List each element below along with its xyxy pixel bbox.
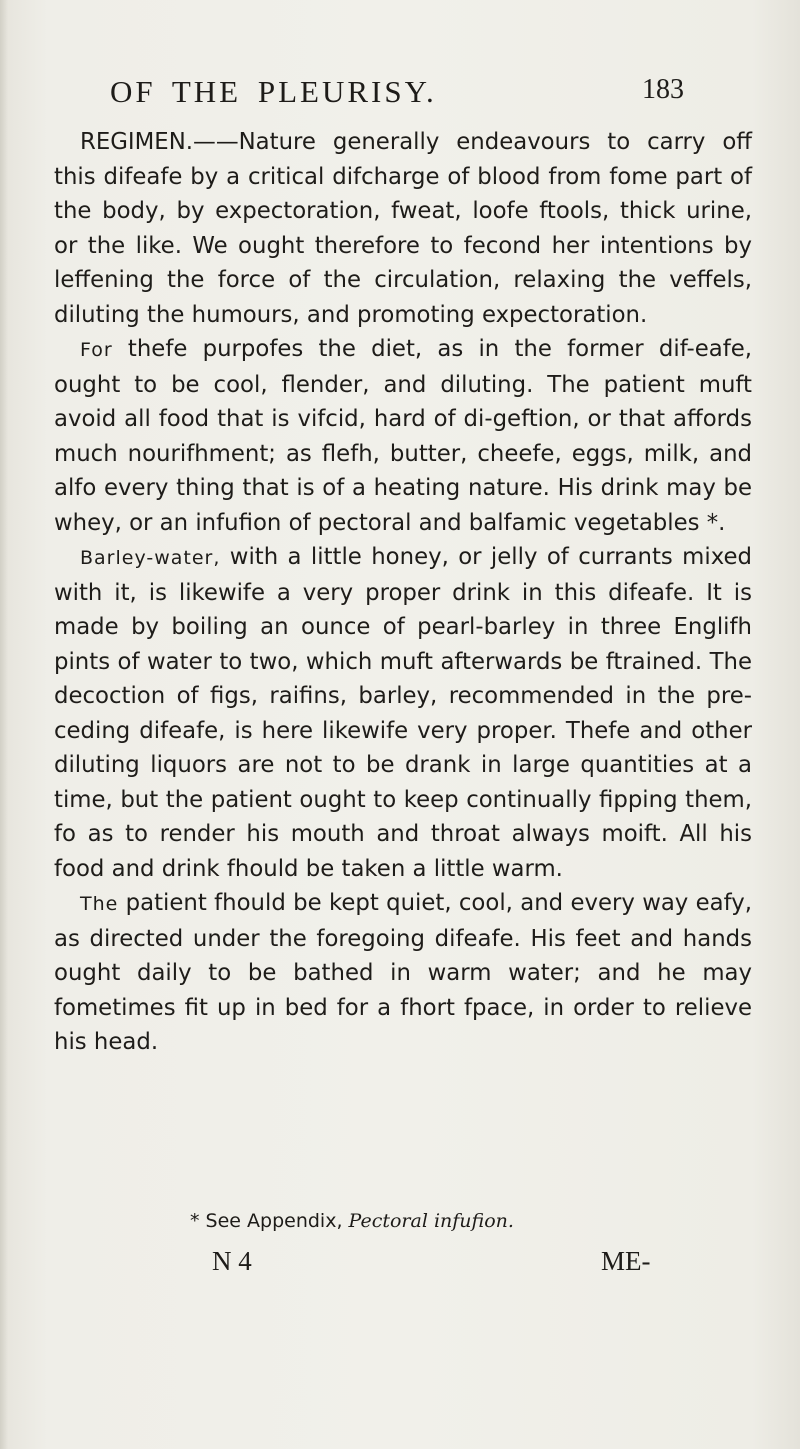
signature-mark: N 4 [212,1246,252,1276]
paragraph-lead: Barley-water, [80,547,221,569]
paragraph-text: patient fhould be kept quiet, cool, and every way eafy, as directed under the foregoing difeafe. His feet and hands ought daily to be bathed in warm water; and he may fometimes fit up in bed for a fhort fpace, in order to relieve his head. [54,890,752,1055]
running-head [110,74,690,122]
paragraph-regimen [54,125,752,332]
footnote [190,1210,514,1232]
paragraph-text: Nature generally endeavours to carry off this difeafe by a critical difcharge of blood from fome part of the body, by expectoration, fweat, loofe ftools, thick urine, or the like. We ought therefore to fecond her intentions by leffening the force of the circulation, relaxing the veffels, diluting the humours, and promoting expectoration. [54,129,752,328]
paragraph-barley-water [54,540,752,886]
paragraph-rest [54,886,752,1060]
paragraph-text: with a little honey, or jelly of currants mixed with it, is likewife a very proper drink in this difeafe. It is made by boiling an ounce of pearl-barley in three Englifh pints of water to two, which muft afterwards be ftrained. The decoction of figs, raifins, barley, recommended in the pre-ceding difeafe, is here likewife very proper. Thefe and other diluting liquors are not to be drank in large quantities at a time, but the patient ought to keep continually fipping them, fo as to render his mouth and throat always moift. All his food and drink fhould be taken a little warm. [54,544,752,882]
footnote-italic: Pectoral infufion. [348,1210,514,1232]
paragraph-diet [54,332,752,540]
page-number: 183 [642,74,684,105]
footnote-text: See Appendix, [199,1210,349,1232]
paragraph-lead: For [80,339,113,361]
paragraph-text: thefe purpofes the diet, as in the former dif-eafe, ought to be cool, flender, and diluting. The patient muft avoid all food that is vifcid, hard of di-geftion, or that affords much nourifhment; as flefh, butter, cheefe, eggs, milk, and alfo every thing that is of a heating nature. His drink may be whey, or an infufion of pectoral and balfamic vegetables *. [54,336,752,536]
paragraph-lead: The [80,893,119,915]
heading-dash: —— [193,129,239,155]
footnote-marker: * [190,1210,200,1232]
body-text [54,125,752,1060]
catchword: ME- [601,1246,651,1276]
running-title: OF THE PLEURISY. [110,74,437,109]
section-heading: REGIMEN. [80,129,194,155]
